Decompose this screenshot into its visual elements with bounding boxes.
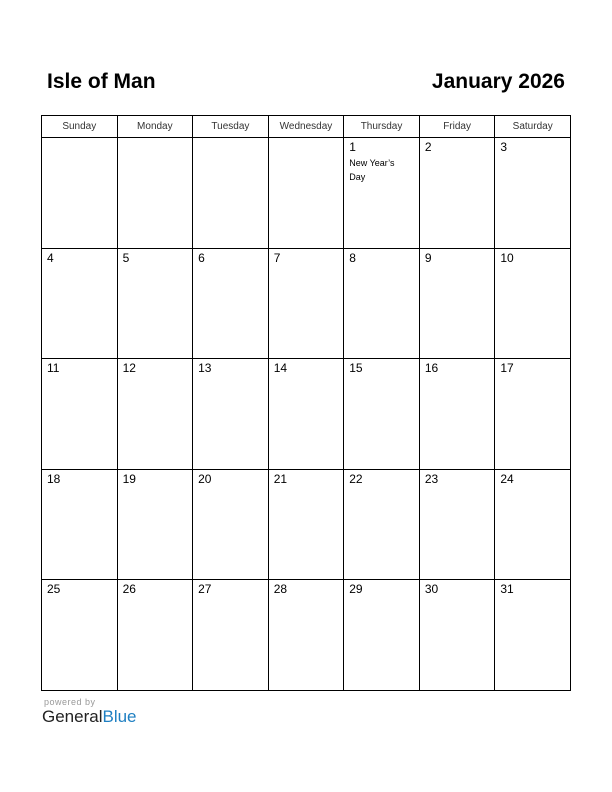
calendar-grid <box>41 115 571 691</box>
day-number: 9 <box>424 250 432 265</box>
day-cell <box>42 580 118 691</box>
day-number: 14 <box>273 361 288 375</box>
day-cell <box>344 138 420 249</box>
day-cell <box>268 580 344 691</box>
generalblue-logo[interactable] <box>42 707 137 727</box>
day-cell <box>193 248 269 359</box>
day-number: 15 <box>349 361 363 375</box>
day-number: 10 <box>500 250 514 265</box>
day-number: 22 <box>349 471 363 486</box>
logo-blue: Blue <box>102 707 137 726</box>
day-cell <box>419 359 495 470</box>
week-row <box>42 248 571 359</box>
day-number: 24 <box>500 471 514 486</box>
week-row <box>42 469 571 580</box>
day-cell <box>193 580 269 691</box>
day-cell <box>495 469 571 580</box>
day-number: 21 <box>273 471 288 486</box>
day-number: 19 <box>122 471 136 486</box>
day-number: 7 <box>273 250 281 265</box>
day-number: 5 <box>122 250 130 265</box>
day-cell <box>117 248 193 359</box>
week-row <box>42 580 571 691</box>
weekday-header: Saturday <box>495 116 571 138</box>
day-cell <box>419 469 495 580</box>
month-title: January 2026 <box>431 70 565 93</box>
powered-by-text: powered by <box>44 697 96 707</box>
day-number: 11 <box>47 361 60 375</box>
weekday-header: Friday <box>419 116 495 138</box>
weekday-header: Wednesday <box>268 116 344 138</box>
day-cell <box>268 469 344 580</box>
day-cell <box>193 359 269 470</box>
day-cell <box>495 580 571 691</box>
day-number: 28 <box>273 582 288 596</box>
day-number: 20 <box>198 471 212 486</box>
day-cell <box>495 359 571 470</box>
day-number: 1 <box>349 140 356 154</box>
day-number: 18 <box>47 471 61 486</box>
day-cell <box>419 138 495 249</box>
week-row <box>42 359 571 470</box>
day-number: 26 <box>122 582 136 596</box>
day-number: 29 <box>349 582 363 596</box>
day-number: 25 <box>47 582 61 596</box>
day-number: 23 <box>424 471 439 486</box>
day-number: 3 <box>500 140 508 154</box>
day-cell <box>344 580 420 691</box>
day-cell <box>268 138 344 249</box>
day-number: 17 <box>500 361 514 375</box>
week-row <box>42 138 571 249</box>
country-title: Isle of Man <box>47 70 156 93</box>
weekday-header: Thursday <box>344 116 420 138</box>
day-cell <box>42 248 118 359</box>
day-number: 2 <box>424 140 432 154</box>
day-cell <box>193 138 269 249</box>
day-cell <box>117 580 193 691</box>
day-cell <box>344 248 420 359</box>
day-cell <box>268 248 344 359</box>
day-cell <box>117 138 193 249</box>
day-number: 4 <box>47 250 54 265</box>
day-cell <box>344 469 420 580</box>
holiday-label: New Year’s Day <box>349 158 395 182</box>
day-number: 12 <box>122 361 136 375</box>
day-number: 27 <box>198 582 212 596</box>
day-cell <box>419 580 495 691</box>
weekday-header: Sunday <box>42 116 118 138</box>
day-cell <box>193 469 269 580</box>
day-cell <box>42 138 118 249</box>
day-cell <box>495 248 571 359</box>
day-cell <box>344 359 420 470</box>
day-number: 31 <box>500 582 514 596</box>
day-cell <box>117 469 193 580</box>
day-cell <box>42 359 118 470</box>
weekday-header: Monday <box>117 116 193 138</box>
logo-general: General <box>42 707 103 726</box>
day-number: 16 <box>424 361 439 375</box>
day-number: 6 <box>198 250 205 265</box>
day-cell <box>117 359 193 470</box>
day-number: 30 <box>424 582 439 596</box>
weekday-header: Tuesday <box>193 116 269 138</box>
day-cell <box>42 469 118 580</box>
day-number: 13 <box>198 361 212 375</box>
weekday-header-row <box>42 116 571 138</box>
day-cell <box>419 248 495 359</box>
day-cell <box>268 359 344 470</box>
day-cell <box>495 138 571 249</box>
day-number: 8 <box>349 250 356 265</box>
